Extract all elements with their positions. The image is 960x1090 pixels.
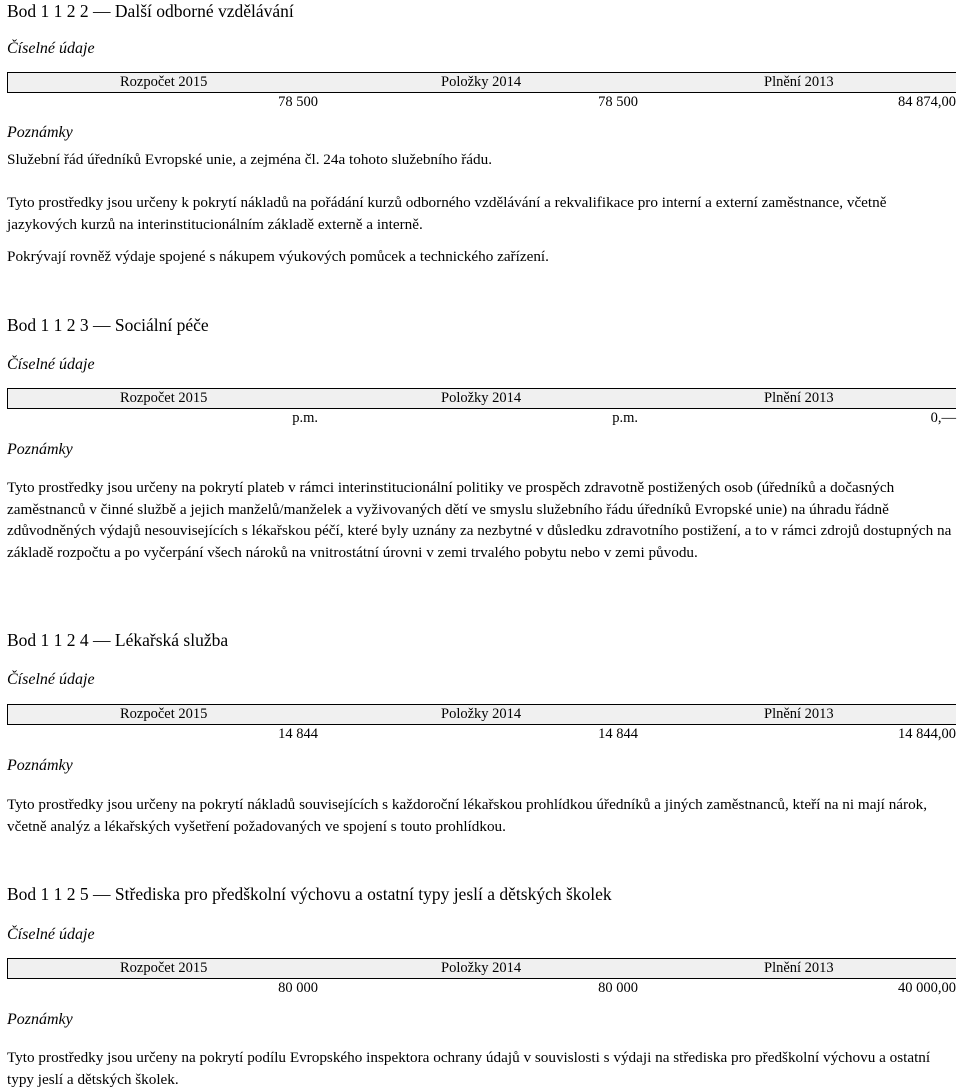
header-items-2014: Položky 2014 — [441, 706, 522, 722]
table-header-rule — [7, 724, 956, 725]
header-items-2014: Položky 2014 — [441, 390, 522, 406]
section-title: Bod 1 1 2 2 — Další odborné vzdělávání — [7, 1, 294, 21]
table-left-rule — [7, 958, 8, 979]
budget-table — [7, 704, 956, 745]
numeric-data-label: Číselné údaje — [7, 671, 95, 688]
header-budget-2015: Rozpočet 2015 — [120, 960, 208, 976]
value-budget-2015: 80 000 — [278, 980, 318, 996]
paragraph: Služební řád úředníků Evropské unie, a zejména čl. 24a tohoto služebního řádu. — [7, 151, 493, 168]
value-budget-2015: p.m. — [292, 410, 318, 426]
header-execution-2013: Plnění 2013 — [764, 960, 834, 976]
header-items-2014: Položky 2014 — [441, 960, 522, 976]
value-items-2014: 80 000 — [598, 980, 638, 996]
header-execution-2013: Plnění 2013 — [764, 706, 834, 722]
section-title: Bod 1 1 2 4 — Lékařská služba — [7, 630, 229, 650]
table-left-rule — [7, 72, 8, 93]
table-left-rule — [7, 388, 8, 409]
table-top-rule — [7, 958, 956, 959]
header-execution-2013: Plnění 2013 — [764, 390, 834, 406]
header-budget-2015: Rozpočet 2015 — [120, 390, 208, 406]
numeric-data-label: Číselné údaje — [7, 926, 95, 943]
header-budget-2015: Rozpočet 2015 — [120, 706, 208, 722]
value-execution-2013: 84 874,00 — [898, 94, 956, 110]
table-header-rule — [7, 92, 956, 93]
budget-table — [7, 388, 956, 429]
table-top-rule — [7, 388, 956, 389]
value-budget-2015: 78 500 — [278, 94, 318, 110]
paragraph: Pokrývají rovněž výdaje spojené s nákupem výukových pomůcek a technického zařízení. — [7, 248, 549, 265]
value-budget-2015: 14 844 — [278, 726, 318, 742]
value-execution-2013: 40 000,00 — [898, 980, 956, 996]
table-top-rule — [7, 704, 956, 705]
notes-label: Poznámky — [7, 757, 73, 774]
numeric-data-label: Číselné údaje — [7, 40, 95, 57]
value-items-2014: 78 500 — [598, 94, 638, 110]
paragraph: Tyto prostředky jsou určeny na pokrytí plateb v rámci interinstitucionální politiky ve prospěch zdravotně postižených osob (úředníků a dočasných zaměstnanců v činné službě a jejich manželů/manželek a vyživovaných dětí ve smyslu služebního řádu úředníků Evropské unie) na úhradu řádně zdůvodněných výdajů nesouvisejících s lékařskou péčí, které byly uznány za nezbytné v důsledku zdravotního postižení, a to v rámci zdrojů dostupných na základě rozpočtu a po vyčerpání všech nároků na vnitrostátní úrovni v zemi trvalého pobytu nebo v zemi původu. — [7, 479, 952, 561]
notes-label: Poznámky — [7, 1011, 73, 1028]
header-items-2014: Položky 2014 — [441, 74, 522, 90]
section-title: Bod 1 1 2 3 — Sociální péče — [7, 315, 209, 335]
paragraph: Tyto prostředky jsou určeny na pokrytí podílu Evropského inspektora ochrany údajů v souvislosti s výdaji na střediska pro předškolní výchovu a ostatní typy jeslí a dětských školek. — [7, 1049, 931, 1088]
table-top-rule — [7, 72, 956, 73]
paragraph: Tyto prostředky jsou určeny na pokrytí nákladů souvisejících s každoroční lékařskou prohlídkou úředníků a jiných zaměstnanců, kteří na ni mají nárok, včetně analýz a lékařských vyšetření požadovaných ve spojení s touto prohlídkou. — [7, 796, 928, 835]
value-execution-2013: 0,— — [930, 410, 956, 426]
section-title: Bod 1 1 2 5 — Střediska pro předškolní výchovu a ostatní typy jeslí a dětských školek — [7, 884, 612, 904]
budget-table — [7, 72, 956, 113]
header-execution-2013: Plnění 2013 — [764, 74, 834, 90]
table-header-rule — [7, 408, 956, 409]
value-items-2014: 14 844 — [598, 726, 638, 742]
header-budget-2015: Rozpočet 2015 — [120, 74, 208, 90]
paragraph: Tyto prostředky jsou určeny k pokrytí nákladů na pořádání kurzů odborného vzdělávání a rekvalifikace pro interní a externí zaměstnance, včetně jazykových kurzů na interinstitucionálním základě externě a interně. — [7, 194, 887, 233]
table-header-rule — [7, 978, 956, 979]
notes-label: Poznámky — [7, 441, 73, 458]
value-execution-2013: 14 844,00 — [898, 726, 956, 742]
table-left-rule — [7, 704, 8, 725]
numeric-data-label: Číselné údaje — [7, 356, 95, 373]
value-items-2014: p.m. — [612, 410, 638, 426]
budget-table — [7, 958, 956, 999]
notes-label: Poznámky — [7, 124, 73, 141]
